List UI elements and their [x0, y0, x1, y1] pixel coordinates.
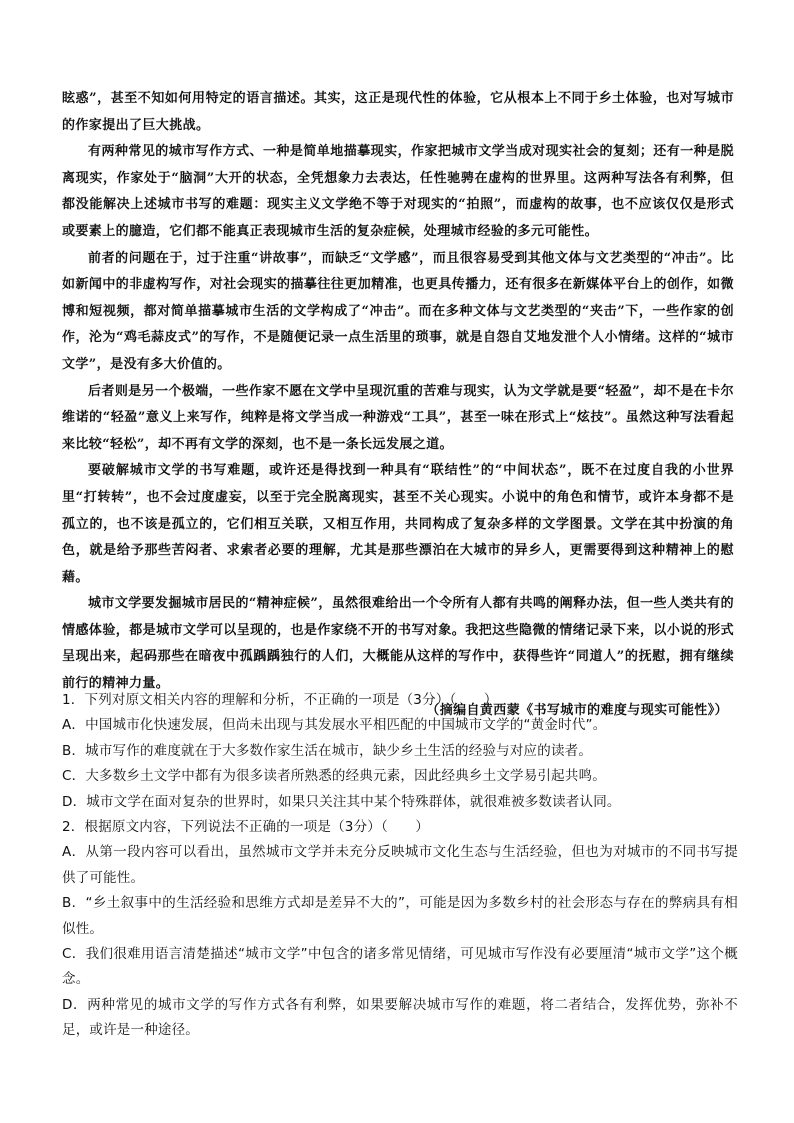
question-2-stem: 2．根据原文内容，下列说法不正确的一项是（3分）（ ）: [62, 819, 430, 836]
passage-paragraph-2: 有两种常见的城市写作方式、一种是简单地描摹现实，作家把城市文学当成对现实社会的复刻；还有一种是脱离现实，作家处于“脑洞”大开的状态，全凭想象力去表达，任性驰骋在虚构的世界里。这两种写法各有利弊，但都没能解决上述城市书写的难题：现实主义文学绝不等于对现实的“拍照”，而虚构的故事，也不应该仅仅是形式或要素上的臆造，它们都不能真正表现城市生活的复杂症候，处理城市经验的多元可能性。: [62, 144, 734, 239]
question-1-option-c: C．大多数乡土文学中都有为很多读者所熟悉的经典元素，因此经典乡土文学易引起共鸣。: [62, 768, 606, 785]
passage-paragraph-3: 前者的问题在于，过于注重“讲故事”，而缺乏“文学感”，而且很容易受到其他文体与文艺类型的“冲击”。比如新闻中的非虚构写作，对社会现实的描摹往往更加精准，也更具传播力，还有很多在新媒体平台上的创作，如微博和短视频，都对简单描摹城市生活的文学构成了“冲击”。而在多种文体与文艺类型的“夹击”下，一些作家的创作，沦为“鸡毛蒜皮式”的写作，不是随便记录一点生活里的琐事，就是自怨自艾地发泄个人小情绪。这样的“城市文学”，是没有多大价值的。: [62, 250, 734, 372]
question-2-option-d: D．两种常见的城市文学的写作方式各有利弊，如果要解决城市写作的难题，将二者结合，发挥优势，弥补不足，或许是一种途径。: [62, 996, 738, 1039]
reading-passage: [62, 86, 734, 724]
question-1-option-d: D．城市文学在面对复杂的世界时，如果只关注其中某个特殊群体，就很难被多数读者认同。: [62, 793, 621, 810]
passage-paragraph-5: 要破解城市文学的书写难题，或许还是得找到一种具有“联结性”的“中间状态”，既不在过度自我的小世界里“打转转”，也不会过度虚妄，以至于完全脱离现实，甚至不关心现实。小说中的角色和情节，或许本身都不是孤立的，也不该是孤立的，它们相互关联，又相互作用，共同构成了复杂多样的文学图景。文学在其中扮演的角色，就是给予那些苦闷者、求索者必要的理解，尤其是那些漂泊在大城市的异乡人，更需要得到这种精神上的慰藉。: [62, 463, 734, 585]
question-1-option-a: A．中国城市化快速发展，但尚未出现与其发展水平相匹配的中国城市文学的“黄金时代”。: [62, 717, 607, 734]
question-2-option-c: C．我们很难用语言清楚描述“城市文学”中包含的诸多常见情绪，可见城市写作没有必要厘清“城市文学”这个概念。: [62, 946, 738, 988]
passage-paragraph-6: 城市文学要发掘城市居民的“精神症候”，虽然很难给出一个令所有人都有共鸣的阐释办法，但一些人类共有的情感体验，都是城市文学可以呈现的，也是作家绕不开的书写对象。我把这些隐微的情绪记录下来，以小说的形式呈现出来，起码那些在暗夜中孤踽踽独行的人们，大概能从这样的写作中，获得些许“同道人”的抚慰，拥有继续前行的精神力量。: [62, 596, 734, 692]
question-2-option-b: B．“乡土叙事中的生活经验和思维方式却是差异不大的”，可能是因为多数乡村的社会形态与存在的弊病具有相似性。: [62, 895, 738, 937]
question-1-stem: 1．下列对原文相关内容的理解和分析，不正确的一项是（3分）（ ）: [62, 692, 498, 708]
question-2-option-a: A．从第一段内容可以看出，虽然城市文学并未充分反映城市文化生态与生活经验，但也为对城市的不同书写提供了可能性。: [62, 844, 738, 886]
question-list: [62, 688, 738, 1044]
passage-paragraph-4: 后者则是另一个极端，一些作家不愿在文学中呈现沉重的苦难与现实，认为文学就是要“轻盈”，却不是在卡尔维诺的“轻盈”意义上来写作，纯粹是将文学当成一种游戏“工具”，甚至一味在形式上“炫技”。虽然这种写法看起来比较“轻松”，却不再有文学的深刻，也不是一条长远发展之道。: [62, 383, 734, 452]
question-1-option-b: B．城市写作的难度就在于大多数作家生活在城市，缺少乡土生活的经验与对应的读者。: [62, 742, 593, 759]
passage-source: （摘编自黄西蒙《书写城市的难度与现实可能性》）: [426, 702, 728, 718]
passage-paragraph-1: 眩惑”，甚至不知如何用特定的语言描述。其实，这正是现代性的体验，它从根本上不同于乡土体验，也对写城市的作家提出了巨大挑战。: [62, 91, 734, 133]
